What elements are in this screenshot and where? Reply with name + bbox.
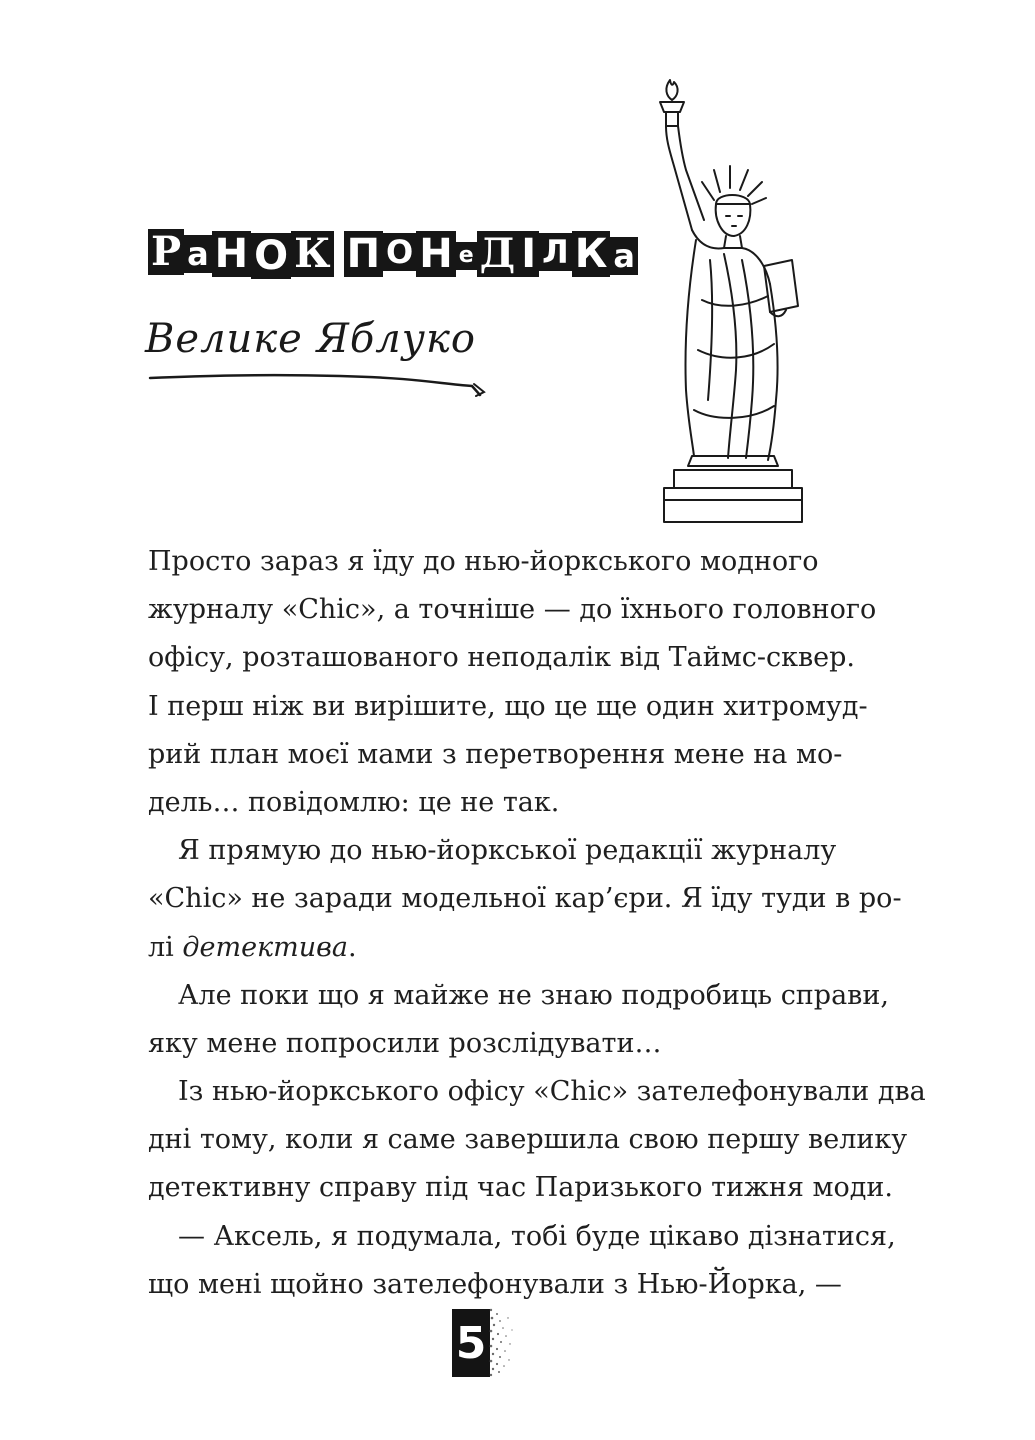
chapter-subtitle: Велике Яблуко — [145, 316, 476, 362]
text-fragment: . — [347, 931, 357, 963]
text-line: Просто зараз я їду до нью-йоркського модного — [148, 546, 819, 577]
title-letter: О — [251, 233, 291, 279]
page-number-text: 5 — [455, 1317, 487, 1369]
title-letter: П — [344, 231, 383, 277]
title-letter: І — [518, 231, 539, 277]
text-line: дні тому, коли я саме завершила свою першу велику — [148, 1124, 908, 1156]
body-text — [148, 538, 926, 1309]
text-line: І перш ніж ви вирішите, що це ще один хитромуд- — [148, 690, 868, 722]
title-letter: а — [184, 235, 212, 273]
title-letter: К — [291, 231, 333, 277]
title-letter: Н — [212, 231, 251, 277]
page-number — [452, 1309, 490, 1377]
text-line — [148, 924, 800, 972]
text-fragment: лі — [148, 931, 183, 963]
text-line: що мені щойно зателефонували з Нью-Йорка, — — [148, 1268, 842, 1300]
title-letter: Л — [539, 233, 572, 271]
text-line: дель… повідомлю: це не так. — [148, 786, 560, 818]
text-line: рий план моєї мами з перетворення мене на мо- — [148, 738, 843, 770]
text-line: детективну справу під час Паризького тижня моди. — [148, 1172, 893, 1204]
title-letter: Н — [416, 231, 455, 277]
statue-of-liberty-icon — [652, 70, 812, 530]
italic-word: детектива — [182, 931, 348, 963]
title-letter: е — [456, 242, 477, 270]
text-line: Але поки що я майже не знаю подробиць справи, — [178, 979, 889, 1011]
halftone-dots — [488, 1306, 522, 1378]
text-line: яку мене попросили розслідувати… — [148, 1027, 662, 1059]
text-line: Я прямую до нью-йоркської редакції журналу — [178, 835, 837, 867]
title-letter: Д — [477, 231, 519, 277]
text-line: офісу, розташованого неподалік від Таймс-сквер. — [148, 642, 856, 674]
text-line: Із нью-йоркського офісу «Chic» зателефонували два — [178, 1076, 926, 1108]
text-line: журналу «Chic», а точніше — до їхнього головного — [148, 594, 877, 626]
subtitle-underline — [140, 362, 500, 402]
text-line: — Аксель, я подумала, тобі буде цікаво дізнатися, — [178, 1220, 896, 1252]
title-letter: К — [572, 231, 611, 277]
title-letter: Р — [148, 229, 184, 275]
chapter-title — [148, 226, 638, 282]
text-line: «Chic» не заради модельної кар’єри. Я їду туди в ро- — [148, 883, 902, 915]
title-letter: а — [610, 237, 638, 275]
title-letter: О — [383, 233, 416, 271]
